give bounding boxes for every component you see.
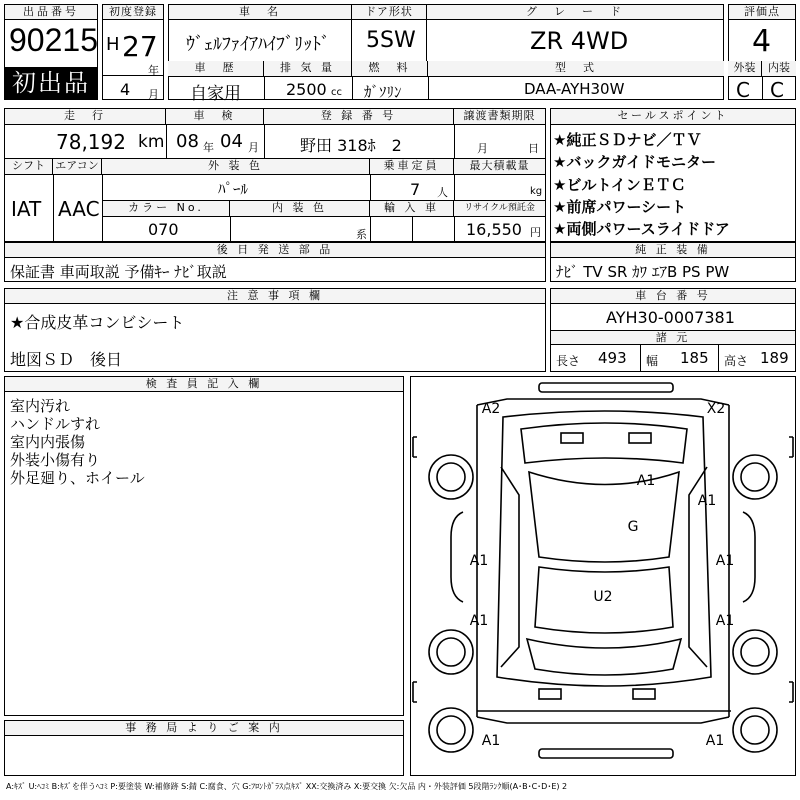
divider [264,124,265,158]
capacity-label: 乗車定員 [370,159,454,175]
ac-label: エアコン [53,159,102,175]
divider [352,76,353,100]
damage-mark: A1 [705,733,725,749]
score: 4 [752,24,772,59]
inspector-note: 室内内張傷 [10,433,86,451]
registration-year: 27 [122,30,158,63]
mileage: 78,192 [56,130,126,154]
inspector-note: 室内汚れ [10,397,71,415]
model-label: 型 式 [428,61,724,77]
transfer-docs-label: 譲渡書類期限 [454,109,545,125]
divider [426,19,427,62]
divider [640,345,641,372]
shift-label: シフト [5,159,53,175]
notes-title: 注 意 事 項 欄 [5,289,545,304]
fuel: ｶﾞｿﾘﾝ [364,83,402,101]
interior-color-unit: 系 [356,228,367,241]
damage-mark: A1 [715,553,735,569]
yen-unit: 円 [530,226,541,239]
chassis-title: 車 台 番 号 [551,289,795,304]
kg-unit: kg [530,186,543,197]
dimensions-title: 諸 元 [551,330,795,345]
inspection-month: 04 [220,131,243,152]
damage-mark: A1 [481,733,501,749]
damage-mark: U2 [593,589,613,605]
shift: IAT [11,197,42,221]
exterior-label: 外装 [728,61,762,77]
divider [53,174,54,242]
divider [454,124,455,158]
color-label: 外 装 色 [102,159,370,175]
era: H [106,34,120,55]
notes-line: ★合成皮革コンビシート [10,313,185,332]
damage-mark: A1 [469,613,489,629]
year-unit: 年 [148,64,159,77]
sales-point-item: ★ビルトインＥＴＣ [553,176,686,194]
transfer-day: 日 [528,142,539,155]
registration-number: 野田 318ﾎ 2 [300,136,402,155]
history-label: 車 歴 [168,61,264,77]
divider [718,345,719,372]
damage-mark: A1 [469,553,489,569]
score-label: 評価点 [728,4,796,20]
damage-mark: A1 [697,493,717,509]
mileage-label: 走 行 [5,109,166,125]
inspector-note: 外足廻り、ホイール [10,469,145,487]
width: 185 [680,349,709,367]
divider [102,75,164,76]
legend: A:ｷｽﾞ U:ﾍｺﾐ B:ｷｽﾞを伴うﾍｺﾐ P:要塗装 W:補修跡 S:錆 C:腐食、穴 G:ﾌﾛﾝﾄｶﾞﾗｽ点ｷｽﾞ XX:交換済み X:要交換 欠:欠品 内・外装評価 5段階ﾗﾝｸ順(A･B･C･D･E) 2 [6,782,568,791]
sales-point-item: ★バックガイドモニター [553,153,716,171]
inspection-year: 08 [176,131,199,152]
length: 493 [598,349,627,367]
color-number: 070 [148,220,179,239]
car-name: ｳﾞｪﾙﾌｧｲｱﾊｲﾌﾞﾘｯﾄﾞ [186,34,330,55]
sales-point-item: ★両側パワースライドドア [553,220,730,238]
lot-number: 90215 [9,22,98,58]
imported-label: 輸 入 車 [370,201,454,217]
registration-no-label: 登 録 番 号 [264,109,454,125]
later-parts: 保証書 車両取説 予備ｷｰ ﾅﾋﾞ取説 [10,263,227,281]
damage-mark: G [627,519,639,535]
sales-point-item: ★前席パワーシート [553,198,687,216]
car-outline [411,377,795,775]
inspector-title: 検 査 員 記 入 欄 [5,377,403,392]
km-unit: km [138,132,165,152]
divider [230,216,231,242]
inspector-note: ハンドルすれ [10,415,101,433]
history: 自家用 [190,84,241,104]
grade-label: グ レ ー ド [426,4,724,20]
transfer-month: 月 [477,142,488,155]
first-registration-label: 初度登録 [102,4,164,20]
seating-capacity: 7 [410,180,421,199]
lot-number-label: 出品番号 [4,4,98,20]
office-title: 事 務 局 よ り ご 案 内 [5,721,403,736]
chassis-number: AYH30-0007381 [606,308,735,327]
cc-unit: cc [331,87,342,98]
notes-line: 地図ＳＤ 後日 [10,350,123,369]
door-label: ドア形状 [351,4,427,20]
height: 189 [760,349,789,367]
month-unit: 月 [148,88,159,101]
details-box [4,108,546,242]
length-label: 長さ [556,354,581,368]
air-conditioner: AAC [58,197,100,221]
max-load-label: 最大積載量 [454,159,545,175]
displacement-label: 排 気 量 [264,61,352,77]
later-parts-title: 後 日 発 送 部 品 [5,243,545,258]
door-type: 5SW [366,28,416,53]
color-number-label: カラー No. [103,201,230,217]
inspection-label: 車 検 [166,109,264,125]
interior-label: 内装 [762,61,796,77]
divider [762,76,763,100]
divider [351,19,352,62]
divider [166,124,167,158]
width-label: 幅 [646,354,659,368]
divider [370,174,371,200]
divider [370,216,371,242]
interior-color-label: 内 装 色 [230,201,370,217]
inspection-month-unit: 月 [248,141,259,154]
model-code: DAA-AYH30W [524,80,625,98]
sales-points-title: セールスポイント [551,109,795,125]
grade: ZR 4WD [530,27,629,55]
divider [412,216,413,242]
displacement: 2500 [286,80,327,99]
fuel-label: 燃 料 [352,61,428,77]
damage-mark: X2 [706,401,726,417]
height-label: 高さ [724,354,749,368]
inspection-year-unit: 年 [203,141,214,154]
divider [454,216,455,242]
sales-point-item: ★純正ＳＤナビ／ＴＶ [553,131,702,149]
person-unit: 人 [437,186,448,199]
damage-diagram [410,376,796,776]
damage-mark: A2 [481,401,501,417]
exterior-grade: C [736,78,750,102]
interior-grade: C [770,78,784,102]
exterior-color: ﾊﾟｰﾙ [218,180,249,198]
car-name-label: 車 名 [168,4,352,20]
equipment-title: 純 正 装 備 [551,243,795,258]
divider [428,76,429,100]
damage-mark: A1 [636,473,656,489]
recycle-fee: 16,550 [466,220,522,239]
divider [454,174,455,200]
inspector-note: 外装小傷有り [10,451,101,469]
equipment: ﾅﾋﾞ TV SR ｶﾜ ｴｱB PS PW [556,263,730,281]
damage-mark: A1 [715,613,735,629]
divider [264,76,265,100]
registration-month: 4 [120,80,131,99]
shuppin-badge: 初出品 [5,67,97,99]
recycle-label: リサイクル預託金 [454,201,545,217]
